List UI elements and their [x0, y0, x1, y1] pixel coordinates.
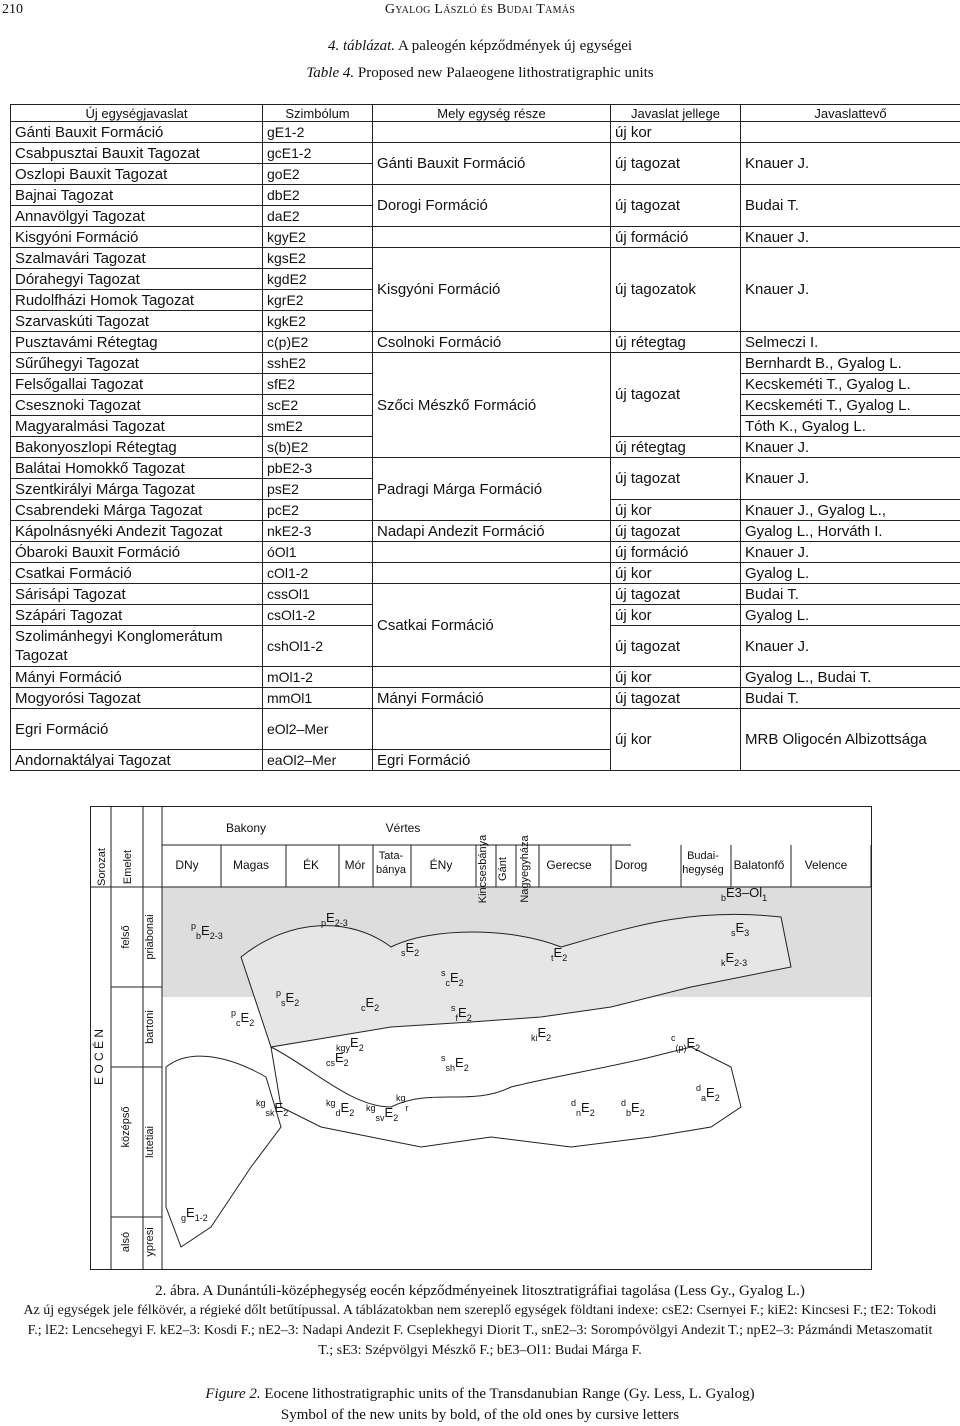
- table-label-hu: 4. táblázat.: [327, 38, 396, 54]
- table-cell-symbol: s(b)E2: [263, 437, 373, 458]
- table-cell-unit: Sárisápi Tagozat: [11, 584, 263, 605]
- group-label-bakony: Bakony: [225, 821, 267, 835]
- table-cell-type: új tagozat: [611, 353, 741, 437]
- table-cell-parent: Kisgyóni Formáció: [373, 248, 611, 332]
- table-cell-parent: Egri Formáció: [373, 750, 611, 771]
- table-cell-symbol: scE2: [263, 395, 373, 416]
- column-label: Budai-: [687, 850, 719, 862]
- table-cell-type: új tagozat: [611, 584, 741, 605]
- table-cell-parent: [373, 667, 611, 688]
- table-cell-symbol: kgsE2: [263, 248, 373, 269]
- figure-caption-body: Az új egységek jele félkövér, a régieké dőlt betűtípussal. A táblázatokban nem szereplő egységek földtani indexe: csE2: Csernyei F.; kiE2: Kincsesi F.; tE2: Tokodi F.; lE2: Lencsehegyi F. kE2–3: Kosdi F.; nE2–3: Nadapi Andezit F. Cseplekhegyi Diorit T., snE2–3: Sorompóvölgyi Andezit T.; npE2–3: Pázmándi Metaszomatit T.; sE3: Szépvölgyi Mészkő F.; bE3–Ol1: Budai Márga F.: [23, 1303, 937, 1358]
- table-row: [11, 688, 960, 709]
- table-row: [11, 542, 960, 563]
- table-cell-unit: Oszlopi Bauxit Tagozat: [11, 164, 263, 185]
- emelet-header: Emelet: [122, 849, 134, 885]
- table-cell-symbol: óOl1: [263, 542, 373, 563]
- table-cell-author: Knauer J.: [741, 542, 960, 563]
- column-label: Mór: [344, 858, 366, 872]
- table-cell-author: Tóth K., Gyalog L.: [741, 416, 960, 437]
- table-cell-symbol: gcE1-2: [263, 143, 373, 164]
- table-cell-symbol: nkE2-3: [263, 521, 373, 542]
- table-cell-type: új tagozatok: [611, 248, 741, 332]
- table-cell-parent: [373, 542, 611, 563]
- running-authors: Gyalog László és Budai Tamás: [384, 2, 576, 17]
- table-cell-unit: Mogyorósi Tagozat: [11, 688, 263, 709]
- formation-symbol: $^sE_2$: [401, 940, 420, 958]
- table-cell-unit: Egri Formáció: [11, 709, 263, 750]
- column-header: Szimbólum: [263, 105, 373, 122]
- column-header: Mely egység része: [373, 105, 611, 122]
- formation-symbol: $^{kgy}E_2$: [336, 1035, 364, 1053]
- column-label: Velence: [804, 858, 848, 872]
- table-cell-symbol: eaOl2–Mer: [263, 750, 373, 771]
- table-cell-type: új tagozat: [611, 521, 741, 542]
- table-cell-type: új tagozat: [611, 688, 741, 709]
- table-cell-unit: Csesznoki Tagozat: [11, 395, 263, 416]
- table-cell-type: új formáció: [611, 542, 741, 563]
- table-cell-author: Budai T.: [741, 584, 960, 605]
- table-cell-type: új tagozat: [611, 185, 741, 227]
- column-label: ÉNy: [429, 858, 453, 872]
- table-cell-unit: Csabrendeki Márga Tagozat: [11, 500, 263, 521]
- column-header: Javaslattevő: [741, 105, 960, 122]
- subseries-middle: középső: [120, 1106, 132, 1148]
- table-row: [11, 248, 960, 269]
- table-cell-symbol: mmOl1: [263, 688, 373, 709]
- table-cell-unit: Balátai Homokkő Tagozat: [11, 458, 263, 479]
- formation-symbol: $^gE_{1-2}$: [181, 1205, 208, 1223]
- stage-lutetiai: lutetiai: [144, 1126, 156, 1158]
- formation-symbol: $^{kg}_r$: [396, 1093, 409, 1113]
- table-cell-symbol: goE2: [263, 164, 373, 185]
- table-cell-type: új tagozat: [611, 143, 741, 185]
- formation-symbol: $^s_cE_2$: [441, 968, 464, 988]
- table-cell-unit: Dórahegyi Tagozat: [11, 269, 263, 290]
- table-cell-type: új kor: [611, 563, 741, 584]
- table-cell-unit: Csabpusztai Bauxit Tagozat: [11, 143, 263, 164]
- formation-symbol: $^p_sE_2$: [276, 988, 300, 1008]
- units-table: [10, 104, 960, 771]
- figure-title-en: Eocene lithostratigraphic units of the Transdanubian Range (Gy. Less, L. Gyalog): [260, 1386, 755, 1402]
- table-cell-type: új kor: [611, 605, 741, 626]
- table-cell-unit: Bajnai Tagozat: [11, 185, 263, 206]
- table-cell-parent: Dorogi Formáció: [373, 185, 611, 227]
- formation-symbol: $^{kg}_{sv}E_2$: [366, 1103, 399, 1123]
- table-cell-type: új rétegtag: [611, 437, 741, 458]
- subseries-upper: felső: [120, 925, 132, 949]
- formation-symbol: $^s_{sh}E_2$: [441, 1053, 469, 1073]
- formation-symbol: $^c_{(p)}E_2$: [671, 1033, 701, 1053]
- table-row: [11, 521, 960, 542]
- table-cell-author: [741, 122, 960, 143]
- formation-symbol: $^{kg}_dE_2$: [326, 1098, 355, 1118]
- table-row: [11, 227, 960, 248]
- column-label: DNy: [175, 858, 199, 872]
- table-cell-symbol: psE2: [263, 479, 373, 500]
- table-cell-symbol: csOl1-2: [263, 605, 373, 626]
- table-cell-symbol: sshE2: [263, 353, 373, 374]
- table-cell-symbol: cOl1-2: [263, 563, 373, 584]
- table-cell-unit: Bakonyoszlopi Rétegtag: [11, 437, 263, 458]
- column-label: Magas: [232, 858, 270, 872]
- formation-symbol: $^tE_2$: [551, 945, 568, 963]
- table-cell-author: Knauer J.: [741, 248, 960, 332]
- table-cell-symbol: eOl2–Mer: [263, 709, 373, 750]
- table-title-hu: A paleogén képződmények új egységei: [395, 38, 633, 54]
- table-cell-unit: Annavölgyi Tagozat: [11, 206, 263, 227]
- table-row: [11, 332, 960, 353]
- table-cell-type: új kor: [611, 122, 741, 143]
- table-cell-unit: Sűrűhegyi Tagozat: [11, 353, 263, 374]
- table-cell-unit: Kisgyóni Formáció: [11, 227, 263, 248]
- table-cell-author: Knauer J.: [741, 437, 960, 458]
- table-cell-unit: Szolimánhegyi Konglomerátum Tagozat: [11, 626, 263, 667]
- figure-title-hu: A Dunántúli-középhegység eocén képződményeinek litosztratigráfiai tagolása (Less Gy., Gyalog L.): [199, 1283, 805, 1299]
- table-cell-author: Gyalog L.: [741, 563, 960, 584]
- table-cell-symbol: c(p)E2: [263, 332, 373, 353]
- table-cell-type: új kor: [611, 709, 741, 771]
- column-label: hegység: [682, 864, 724, 876]
- column-label: Tata-: [378, 850, 404, 862]
- column-label: ÉK: [302, 858, 320, 872]
- table-cell-parent: Csatkai Formáció: [373, 584, 611, 667]
- figure-caption-en-body: Symbol of the new units by bold, of the old ones by cursive letters: [280, 1407, 680, 1423]
- table-cell-symbol: cssOl1: [263, 584, 373, 605]
- table-cell-unit: Magyaralmási Tagozat: [11, 416, 263, 437]
- table-body: [11, 122, 960, 771]
- table-cell-parent: Csolnoki Formáció: [373, 332, 611, 353]
- table-cell-symbol: smE2: [263, 416, 373, 437]
- table-cell-unit: Gánti Bauxit Formáció: [11, 122, 263, 143]
- table-cell-parent: [373, 709, 611, 750]
- table-row: [11, 143, 960, 164]
- sorozat-header: Sorozat: [96, 848, 108, 886]
- formation-symbol: $^{ki}E_2$: [531, 1025, 552, 1043]
- formation-symbol: $^p_bE_{2-3}$: [191, 921, 223, 941]
- table-cell-parent: [373, 563, 611, 584]
- table-cell-unit: Mányi Formáció: [11, 667, 263, 688]
- column-label: bánya: [376, 864, 406, 876]
- table-cell-unit: Szápári Tagozat: [11, 605, 263, 626]
- formation-symbol: $^sE_3$: [731, 920, 750, 938]
- table-cell-author: Gyalog L.: [741, 605, 960, 626]
- table-cell-type: új tagozat: [611, 626, 741, 667]
- formation-symbol: $^p_cE_2$: [231, 1008, 255, 1028]
- column-label: Balatonfő: [733, 858, 785, 872]
- formation-symbol: $^pE_{2-3}$: [321, 910, 348, 928]
- table-cell-author: Kecskeméti T., Gyalog L.: [741, 374, 960, 395]
- table-cell-type: új formáció: [611, 227, 741, 248]
- table-cell-author: Budai T.: [741, 688, 960, 709]
- table-cell-author: Knauer J.: [741, 458, 960, 500]
- table-cell-unit: Kápolnásnyéki Andezit Tagozat: [11, 521, 263, 542]
- formation-symbol: $^kE_{2-3}$: [721, 950, 748, 968]
- running-head: [0, 0, 960, 22]
- table-cell-unit: Andornaktályai Tagozat: [11, 750, 263, 771]
- figure-caption-en: [0, 1384, 960, 1426]
- table-cell-author: Knauer J.: [741, 143, 960, 185]
- formation-symbol: $^d_nE_2$: [571, 1098, 595, 1118]
- table-row: [11, 563, 960, 584]
- column-header: Új egységjavaslat: [11, 105, 263, 122]
- column-label: Nagyegyháza: [519, 835, 531, 903]
- table-cell-unit: Felsőgallai Tagozat: [11, 374, 263, 395]
- table-cell-unit: Szarvaskúti Tagozat: [11, 311, 263, 332]
- table-cell-author: Selmeczi I.: [741, 332, 960, 353]
- table-cell-type: új rétegtag: [611, 332, 741, 353]
- column-label: Dorog: [614, 858, 648, 872]
- table-cell-symbol: mOl1-2: [263, 667, 373, 688]
- table-cell-unit: Óbaroki Bauxit Formáció: [11, 542, 263, 563]
- subseries-lower: alsó: [120, 1231, 132, 1253]
- figure-label-en: Figure 2.: [205, 1386, 261, 1402]
- column-header: Javaslat jellege: [611, 105, 741, 122]
- table-cell-symbol: kgrE2: [263, 290, 373, 311]
- formation-symbol: $^s_fE_2$: [451, 1003, 472, 1023]
- column-label: Kincsesbánya: [477, 834, 489, 904]
- table-cell-unit: Csatkai Formáció: [11, 563, 263, 584]
- table-cell-parent: Padragi Márga Formáció: [373, 458, 611, 521]
- table-cell-parent: [373, 122, 611, 143]
- table-cell-author: Knauer J., Gyalog L.,: [741, 500, 960, 521]
- table-cell-parent: Nadapi Andezit Formáció: [373, 521, 611, 542]
- table-cell-type: új tagozat: [611, 458, 741, 500]
- formation-symbol: $^d_bE_2$: [621, 1098, 645, 1118]
- table-cell-symbol: kgkE2: [263, 311, 373, 332]
- formation-symbol: $^cE_2$: [361, 995, 380, 1013]
- table-cell-author: Gyalog L., Budai T.: [741, 667, 960, 688]
- figure-label-hu: 2. ábra.: [155, 1283, 200, 1299]
- table-cell-symbol: pbE2-3: [263, 458, 373, 479]
- table-title-en: Proposed new Palaeogene lithostratigraphic units: [354, 65, 654, 81]
- table-cell-unit: Pusztavámi Rétegtag: [11, 332, 263, 353]
- table-cell-author: Kecskeméti T., Gyalog L.: [741, 395, 960, 416]
- formation-symbol: $^{kg}_{sk}E_2$: [256, 1098, 289, 1118]
- table-cell-symbol: dbE2: [263, 185, 373, 206]
- table-cell-type: új kor: [611, 667, 741, 688]
- figure-caption-hu: [20, 1281, 940, 1361]
- table-cell-unit: Szentkirályi Márga Tagozat: [11, 479, 263, 500]
- table-cell-unit: Szalmavári Tagozat: [11, 248, 263, 269]
- table-row: [11, 709, 960, 750]
- table-caption-hu: [0, 38, 960, 55]
- formation-symbol: $^{cs}E_2$: [326, 1050, 349, 1068]
- column-label: Gánt: [497, 857, 509, 881]
- table-caption-en: [0, 65, 960, 82]
- table-row: [11, 122, 960, 143]
- series-label: E O C É N: [92, 1028, 106, 1086]
- formation-symbol: $^bE3-Ol_1$: [721, 885, 768, 903]
- table-row: [11, 185, 960, 206]
- table-cell-symbol: cshOl1-2: [263, 626, 373, 667]
- table-cell-type: új kor: [611, 500, 741, 521]
- table-cell-unit: Rudolfházi Homok Tagozat: [11, 290, 263, 311]
- stage-bartoni: bartoni: [144, 1010, 156, 1044]
- table-cell-author: Gyalog L., Horváth I.: [741, 521, 960, 542]
- table-row: [11, 458, 960, 479]
- table-label-en: Table 4.: [306, 65, 355, 81]
- table-cell-author: Knauer J.: [741, 626, 960, 667]
- page-number: 210: [2, 2, 23, 17]
- table-cell-symbol: sfE2: [263, 374, 373, 395]
- formation-symbol: $^d_aE_2$: [696, 1083, 720, 1103]
- table-cell-author: Bernhardt B., Gyalog L.: [741, 353, 960, 374]
- table-row: [11, 667, 960, 688]
- table-cell-symbol: pcE2: [263, 500, 373, 521]
- table-cell-author: Budai T.: [741, 185, 960, 227]
- table-cell-symbol: kgdE2: [263, 269, 373, 290]
- table-cell-author: MRB Oligocén Albizottsága: [741, 709, 960, 771]
- stage-priabonai: priabonai: [144, 914, 156, 960]
- table-cell-parent: Mányi Formáció: [373, 688, 611, 709]
- column-label: Gerecse: [546, 858, 592, 872]
- table-cell-symbol: kgyE2: [263, 227, 373, 248]
- table-row: [11, 584, 960, 605]
- stratigraphic-figure: [90, 806, 872, 1270]
- stage-ypresi: ypresi: [144, 1227, 156, 1257]
- table-cell-symbol: gE1-2: [263, 122, 373, 143]
- group-label-vertes: Vértes: [385, 821, 421, 835]
- table-cell-parent: Gánti Bauxit Formáció: [373, 143, 611, 185]
- table-cell-author: Knauer J.: [741, 227, 960, 248]
- table-row: [11, 353, 960, 374]
- table-header-row: [11, 105, 960, 122]
- table-cell-parent: [373, 227, 611, 248]
- table-cell-parent: Szőci Mészkő Formáció: [373, 353, 611, 458]
- table-cell-symbol: daE2: [263, 206, 373, 227]
